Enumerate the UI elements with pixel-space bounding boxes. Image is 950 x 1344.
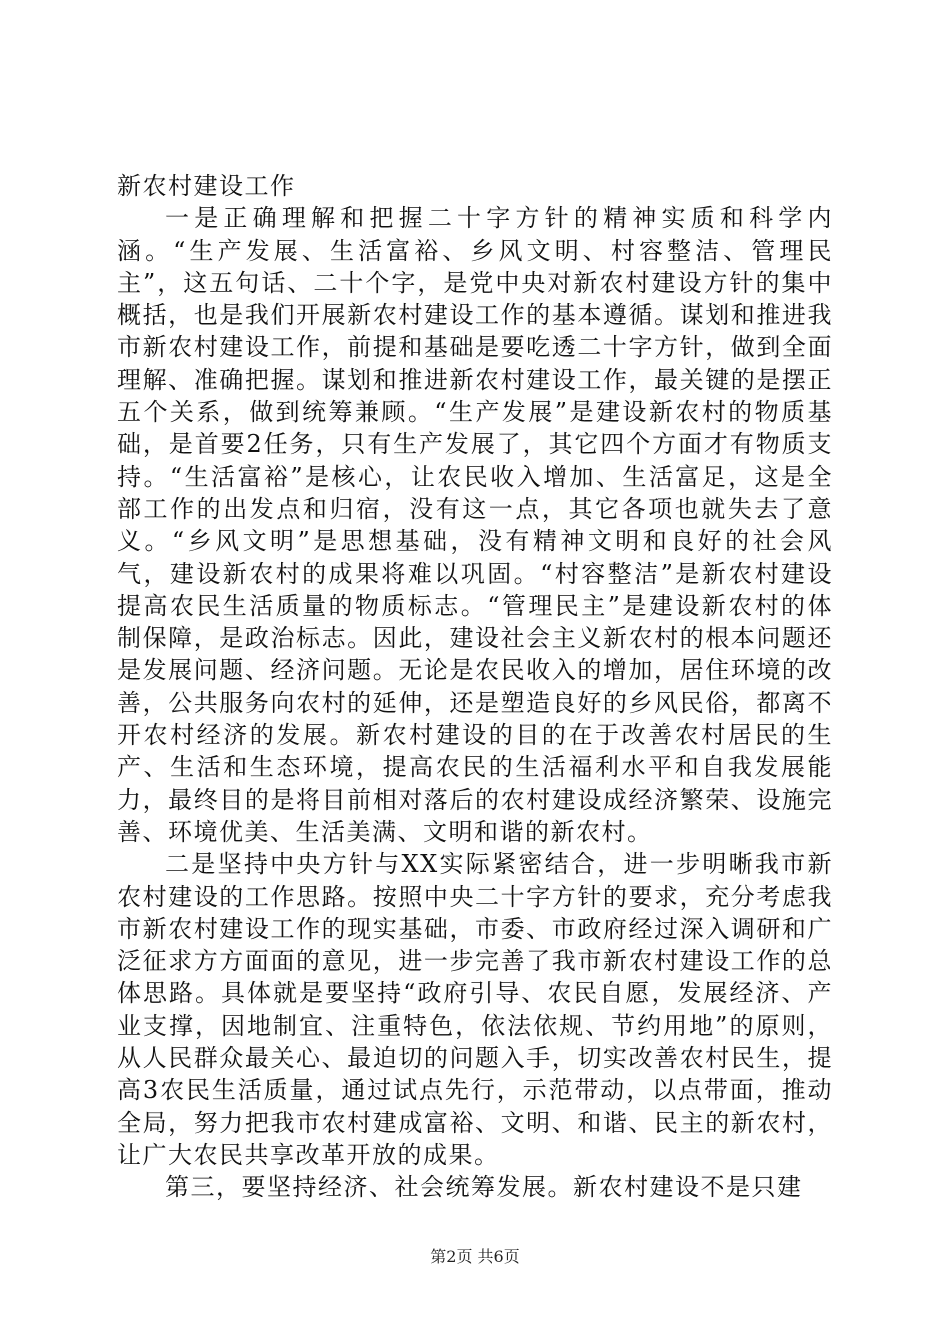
page-number-label: 第2页 共6页 xyxy=(430,1247,520,1266)
paragraph-1: 一是正确理解和把握二十字方针的精神实质和科学内涵。“生产发展、生活富裕、乡风文明、村容整洁、管理民主”，这五句话、二十个字，是党中央对新农村建设方针的集中概括，也是我们开展新农村建设工作的基本遵循。谋划和推进我市新农村建设工作，前提和基础是要吃透二十字方针，做到全面理解、准确把握。谋划和推进新农村建设工作，最关键的是摆正五个关系，做到统筹兼顾。“生产发展”是建设新农村的物质基础，是首要2任务，只有生产发展了，其它四个方面才有物质支持。“生活富裕”是核心，让农民收入增加、生活富足，这是全部工作的出发点和归宿，没有这一点，其它各项也就失去了意义。“乡风文明”是思想基础，没有精神文明和良好的社会风气，建设新农村的成果将难以巩固。“村容整洁”是新农村建设提高农民生活质量的物质标志。“管理民主”是建设新农村的体制保障，是政治标志。因此，建设社会主义新农村的根本问题还是发展问题、经济问题。无论是农民收入的增加，居住环境的改善，公共服务向农村的延伸，还是塑造良好的乡风民俗，都离不开农村经济的发展。新农村建设的目的在于改善农村居民的生产、生活和生态环境，提高农民的生活福利水平和自我发展能力，最终目的是将目前相对落后的农村建设成经济繁荣、设施完善、环境优美、生活美满、文明和谐的新农村。 xyxy=(117,204,833,846)
document-body xyxy=(117,170,833,1204)
page-footer xyxy=(0,1247,950,1267)
paragraph-3: 第三，要坚持经济、社会统筹发展。新农村建设不是只建 xyxy=(165,1173,803,1202)
paragraph-2: 二是坚持中央方针与XX实际紧密结合，进一步明晰我市新农村建设的工作思路。按照中央二十字方针的要求，充分考虑我市新农村建设工作的现实基础，市委、市政府经过深入调研和广泛征求方方面面的意见，进一步完善了我市新农村建设工作的总体思路。具体就是要坚持“政府引导、农民自愿，发展经济、产业支撑，因地制宜、注重特色，依法依规、节约用地”的原则，从人民群众最关心、最迫切的问题入手，切实改善农村民生，提高3农民生活质量，通过试点先行，示范带动，以点带面，推动全局，努力把我市农村建成富裕、文明、和谐、民主的新农村，让广大农民共享改革开放的成果。 xyxy=(117,850,833,1169)
document-title: 新农村建设工作 xyxy=(117,172,296,200)
